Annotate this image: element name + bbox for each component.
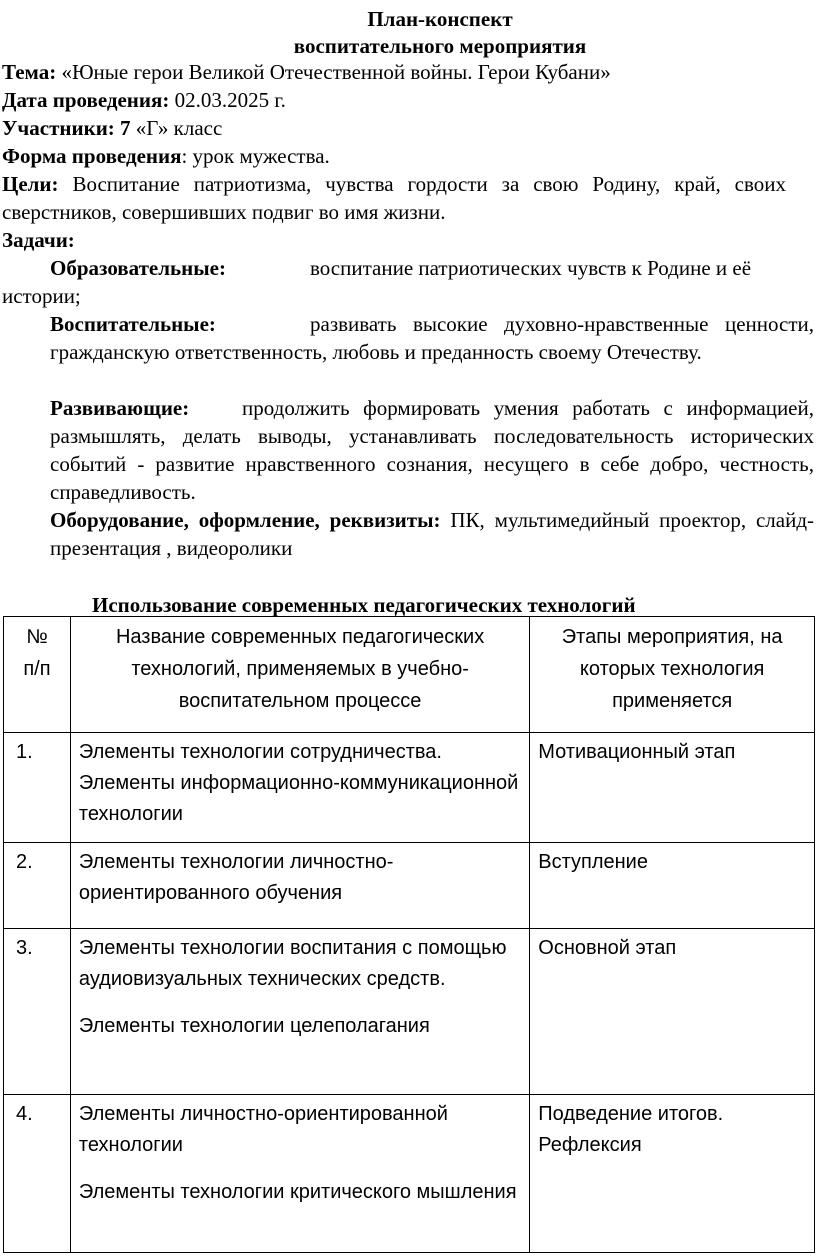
- equipment-label: Оборудование, оформление, реквизиты:: [50, 508, 441, 532]
- upbringing-value: развивать высокие духовно-нравственные ценности, гражданскую ответственность, любовь и преданность своему Отечеству.: [50, 312, 814, 364]
- table-row: [4, 733, 815, 843]
- technologies-table: [3, 616, 815, 1253]
- participants-label: Участники: 7: [2, 116, 131, 140]
- row-technology-primary: Элементы личностно-ориентированной технологии: [78, 1103, 448, 1156]
- goals-paragraph: [2, 170, 786, 226]
- row-number: 1.: [4, 733, 71, 843]
- row-technology: Элементы технологии сотрудничества. Элементы информационно-коммуникационной технологии: [70, 733, 529, 843]
- date-line: [2, 86, 286, 114]
- header-technology-name: Название современных педагогических технологий, применяемых в учебно-воспитательном процессе: [70, 617, 529, 733]
- row-stage: Вступление: [530, 843, 815, 929]
- row-technology: [70, 929, 529, 1095]
- row-number: 3.: [4, 929, 71, 1095]
- date-value: 02.03.2025 г.: [169, 88, 286, 112]
- tasks-heading: [2, 226, 75, 254]
- document-title-line1: План-конспект: [367, 7, 513, 31]
- upbringing-label: Воспитательные:: [50, 312, 216, 336]
- document-title-line2: воспитательного мероприятия: [293, 34, 587, 58]
- row-technology-primary: Элементы технологии воспитания с помощью аудиовизуальных технических средств.: [78, 937, 507, 990]
- form-value: : урок мужества.: [181, 144, 330, 168]
- row-stage: Мотивационный этап: [530, 733, 815, 843]
- row-stage: Подведение итогов. Рефлексия: [530, 1095, 815, 1253]
- form-label: Форма проведения: [2, 144, 182, 168]
- row-technology-secondary: Элементы технологии критического мышления: [78, 1181, 517, 1203]
- table-row: [4, 929, 815, 1095]
- goals-value: Воспитание патриотизма, чувства гордости за свою Родину, край, своих сверстников, совершивших подвиг во имя жизни.: [2, 172, 786, 224]
- row-number: 2.: [4, 843, 71, 929]
- header-stage: Этапы мероприятия, на которых технология применяется: [530, 617, 815, 733]
- table-title: Использование современных педагогических технологий: [92, 593, 636, 617]
- topic-value: «Юные герои Великой Отечественной войны. Герои Кубани»: [56, 60, 611, 84]
- row-technology: [70, 1095, 529, 1253]
- header-number: № п/п: [4, 617, 71, 733]
- educational-value: воспитание патриотических чувств к Родине и её истории;: [2, 256, 752, 308]
- equipment-paragraph: [50, 506, 814, 562]
- row-stage: Основной этап: [530, 929, 815, 1095]
- row-technology-secondary: Элементы технологии целеполагания: [78, 1015, 430, 1037]
- goals-label: Цели:: [2, 172, 59, 196]
- row-number: 4.: [4, 1095, 71, 1253]
- topic-label: Тема:: [2, 60, 57, 84]
- participants-line: [2, 114, 222, 142]
- participants-value: «Г» класс: [130, 116, 223, 140]
- date-label: Дата проведения:: [2, 88, 170, 112]
- form-line: [2, 142, 330, 170]
- table-row: [4, 1095, 815, 1253]
- equipment-value: ПК, мультимедийный проектор, слайд-презентация , видеоролики: [50, 508, 815, 560]
- developing-label: Развивающие:: [50, 396, 190, 420]
- table-row: [4, 843, 815, 929]
- topic-line: [2, 58, 611, 86]
- table-header-row: [4, 617, 815, 733]
- row-technology: Элементы технологии личностно-ориентированного обучения: [70, 843, 529, 929]
- developing-value: продолжить формировать умения работать с информацией, размышлять, делать выводы, устанавливать последовательность исторических событий - развитие нравственного сознания, несущего в себе добро, честность, справедливость.: [50, 396, 814, 504]
- educational-label: Образовательные:: [50, 256, 226, 280]
- tasks-label: Задачи:: [2, 228, 75, 252]
